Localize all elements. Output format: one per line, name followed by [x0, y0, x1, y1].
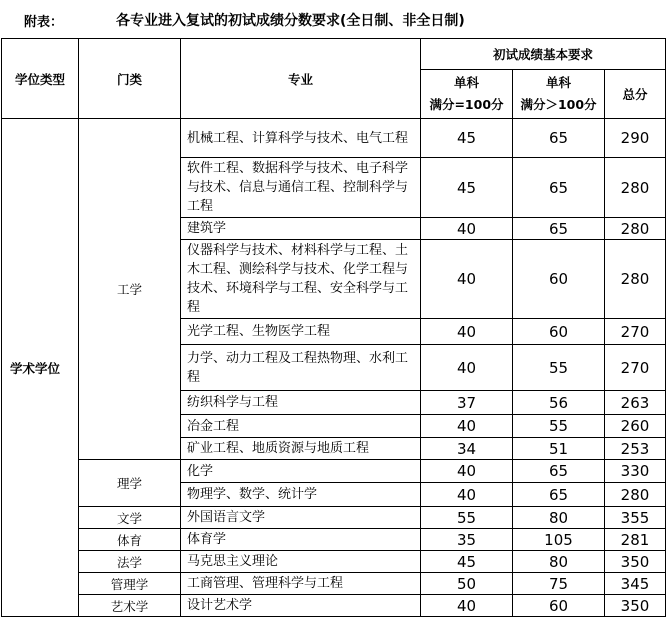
total-score: 280	[605, 218, 666, 240]
single-gt100-score: 60	[513, 319, 605, 345]
single-gt100-score: 60	[513, 595, 605, 617]
table-row	[2, 573, 666, 595]
table-row	[2, 507, 666, 529]
header-score-group: 初试成绩基本要求	[421, 39, 666, 70]
total-score: 330	[605, 460, 666, 483]
header-single-100-line2: 满分=100分	[429, 97, 504, 112]
single-gt100-score: 65	[513, 483, 605, 507]
single-100-score: 40	[421, 218, 513, 240]
header-degree-type: 学位类型	[2, 39, 79, 119]
category-literature: 文学	[79, 507, 181, 529]
header-major: 专业	[181, 39, 421, 119]
total-score: 270	[605, 319, 666, 345]
total-score: 281	[605, 529, 666, 551]
single-100-score: 45	[421, 158, 513, 218]
single-gt100-score: 80	[513, 507, 605, 529]
table-title: 各专业进入复试的初试成绩分数要求(全日制、非全日制)	[116, 13, 465, 29]
single-100-score: 50	[421, 573, 513, 595]
table-row	[2, 595, 666, 617]
appendix-label: 附表：	[24, 15, 64, 30]
single-100-score: 40	[421, 345, 513, 391]
header-row-1	[2, 39, 666, 70]
total-score: 280	[605, 483, 666, 507]
major-cell: 力学、动力工程及工程热物理、水利工程	[181, 345, 421, 391]
single-100-score: 45	[421, 119, 513, 158]
header-single-gt100-line1: 单科	[545, 75, 571, 90]
single-100-score: 45	[421, 551, 513, 573]
total-score: 290	[605, 119, 666, 158]
total-score: 253	[605, 438, 666, 460]
header-single-gt100	[513, 70, 605, 119]
total-score: 260	[605, 415, 666, 438]
table-row	[2, 119, 666, 158]
table-row	[2, 460, 666, 483]
major-cell: 物理学、数学、统计学	[181, 483, 421, 507]
single-100-score: 40	[421, 319, 513, 345]
single-gt100-score: 65	[513, 218, 605, 240]
major-cell: 建筑学	[181, 218, 421, 240]
single-gt100-score: 65	[513, 158, 605, 218]
single-gt100-score: 55	[513, 415, 605, 438]
single-gt100-score: 60	[513, 240, 605, 319]
single-gt100-score: 75	[513, 573, 605, 595]
major-cell: 马克思主义理论	[181, 551, 421, 573]
major-cell: 仪器科学与技术、材料科学与工程、土木工程、测绘科学与技术、化学工程与技术、环境科学与工程、安全科学与工程	[181, 240, 421, 319]
total-score: 270	[605, 345, 666, 391]
single-100-score: 40	[421, 415, 513, 438]
single-100-score: 40	[421, 483, 513, 507]
major-cell: 机械工程、计算科学与技术、电气工程	[181, 119, 421, 158]
major-cell: 光学工程、生物医学工程	[181, 319, 421, 345]
major-cell: 矿业工程、地质资源与地质工程	[181, 438, 421, 460]
total-score: 350	[605, 551, 666, 573]
total-score: 350	[605, 595, 666, 617]
header-total: 总分	[605, 70, 666, 119]
single-gt100-score: 56	[513, 391, 605, 415]
total-score: 263	[605, 391, 666, 415]
major-cell: 化学	[181, 460, 421, 483]
single-gt100-score: 80	[513, 551, 605, 573]
single-100-score: 40	[421, 460, 513, 483]
header-single-100-line1: 单科	[453, 75, 479, 90]
category-management: 管理学	[79, 573, 181, 595]
single-100-score: 34	[421, 438, 513, 460]
total-score: 280	[605, 158, 666, 218]
single-gt100-score: 51	[513, 438, 605, 460]
major-cell: 外国语言文学	[181, 507, 421, 529]
major-cell: 纺织科学与工程	[181, 391, 421, 415]
category-pe: 体育	[79, 529, 181, 551]
category-science: 理学	[79, 460, 181, 507]
major-cell: 设计艺术学	[181, 595, 421, 617]
major-cell: 工商管理、管理科学与工程	[181, 573, 421, 595]
single-100-score: 40	[421, 240, 513, 319]
single-100-score: 40	[421, 595, 513, 617]
major-cell: 体育学	[181, 529, 421, 551]
header-single-gt100-line2: 满分＞100分	[520, 97, 597, 112]
category-art: 艺术学	[79, 595, 181, 617]
header-single-100	[421, 70, 513, 119]
single-100-score: 37	[421, 391, 513, 415]
category-law: 法学	[79, 551, 181, 573]
table-caption	[0, 0, 667, 38]
major-cell: 冶金工程	[181, 415, 421, 438]
major-cell: 软件工程、数据科学与技术、电子科学与技术、信息与通信工程、控制科学与工程	[181, 158, 421, 218]
total-score: 345	[605, 573, 666, 595]
single-gt100-score: 65	[513, 460, 605, 483]
single-gt100-score: 55	[513, 345, 605, 391]
degree-type-cell: 学术学位	[2, 119, 79, 617]
single-100-score: 55	[421, 507, 513, 529]
total-score: 355	[605, 507, 666, 529]
category-engineering: 工学	[79, 119, 181, 460]
header-category: 门类	[79, 39, 181, 119]
single-100-score: 35	[421, 529, 513, 551]
single-gt100-score: 65	[513, 119, 605, 158]
score-table	[1, 38, 666, 617]
table-row	[2, 529, 666, 551]
single-gt100-score: 105	[513, 529, 605, 551]
total-score: 280	[605, 240, 666, 319]
table-row	[2, 551, 666, 573]
